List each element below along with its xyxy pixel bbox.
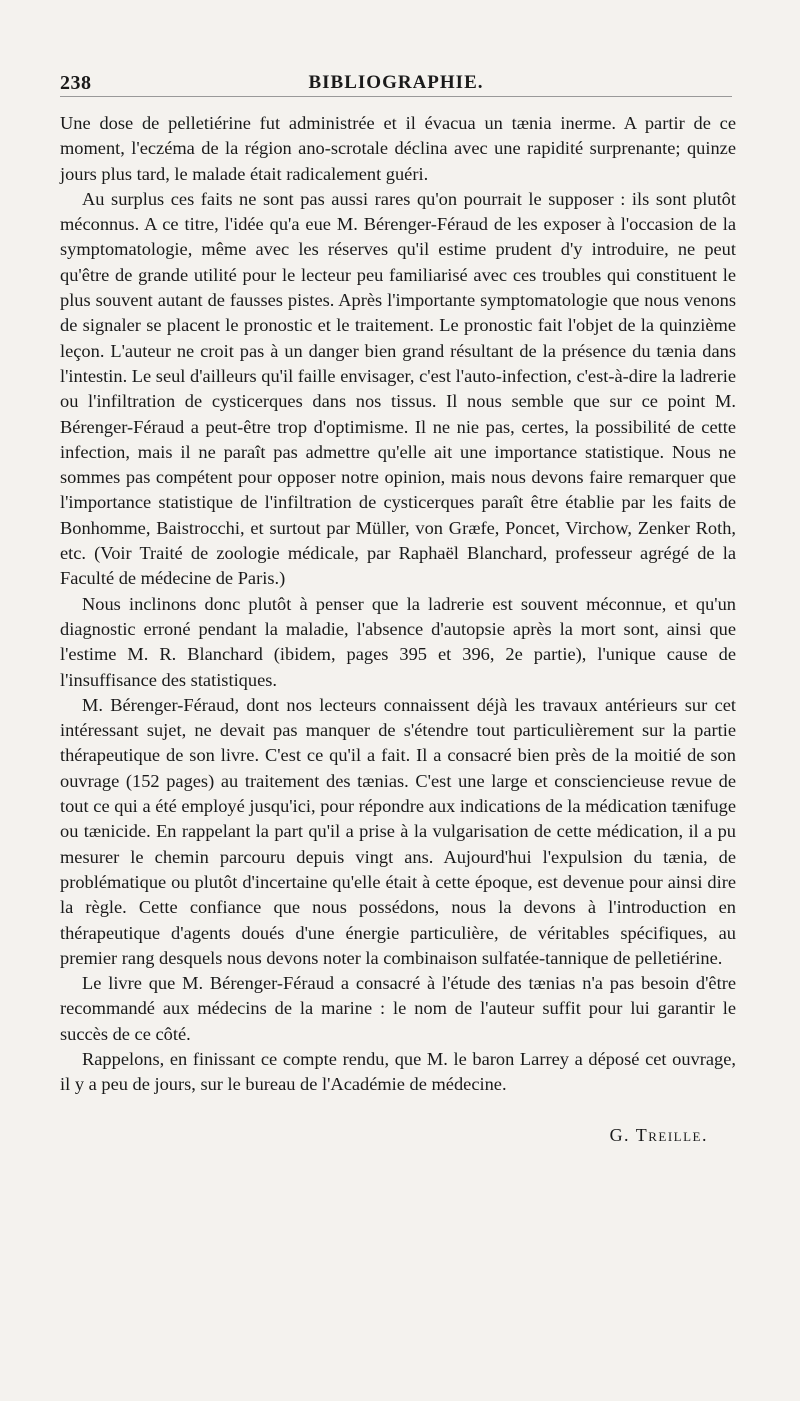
running-head: BIBLIOGRAPHIE. xyxy=(308,72,484,93)
author-signature: G. Treille. xyxy=(609,1125,708,1145)
paragraph: Une dose de pelletiérine fut administrée et il évacua un tænia inerme. A partir de ce moment, l'eczéma de la région ano-scrotale déclina avec une rapidité surprenante; quinze jours plus tard, le malade était radicalement guéri. xyxy=(60,113,736,184)
body-text xyxy=(60,111,736,1098)
page-number: 238 xyxy=(60,72,92,94)
paragraph: Au surplus ces faits ne sont pas aussi rares qu'on pourrait le supposer : ils sont plutôt méconnus. A ce titre, l'idée qu'a eue M. Bérenger-Féraud de les exposer à l'occasion de la symptomatologie, même avec les réserves qu'il estime prudent d'y introduire, ne peut qu'être de grande utilité pour le lecteur peu familiarisé avec ces troubles qui constituent le plus souvent autant de fausses pistes. Après l'importante symptomatologie que nous venons de signaler se placent le pronostic et le traitement. Le pronostic fait l'objet de la quinzième leçon. L'auteur ne croit pas à un danger bien grand résultant de la présence du tænia dans l'intestin. Le seul d'ailleurs qu'il faille envisager, c'est l'auto-infection, c'est-à-dire la ladrerie ou l'infiltration de cysticerques dans nos tissus. Il nous semble que sur ce point M. Bérenger-Féraud a peut-être trop d'optimisme. Il ne nie pas, certes, la possibilité de cette infection, mais il ne paraît pas admettre qu'elle ait une importance statistique. Nous ne sommes pas compétent pour opposer notre opinion, mais nous devons faire remarquer que l'importance statistique de l'infiltration de cysticerques paraît être établie par les faits de Bonhomme, Baistrocchi, et surtout par Müller, von Græfe, Poncet, Virchow, Zenker Roth, etc. (Voir Traité de zoologie médicale, par Raphaël Blanchard, professeur agrégé de la Faculté de médecine de Paris.) xyxy=(60,188,736,589)
page-header xyxy=(60,72,732,97)
paragraph: Le livre que M. Bérenger-Féraud a consacré à l'étude des tænias n'a pas besoin d'être recommandé aux médecins de la marine : le nom de l'auteur suffit pour lui garantir le succès de ce côté. xyxy=(60,973,736,1044)
paragraph: Rappelons, en finissant ce compte rendu, que M. le baron Larrey a déposé cet ouvrage, il y a peu de jours, sur le bureau de l'Académie de médecine. xyxy=(60,1048,736,1095)
paragraph: Nous inclinons donc plutôt à penser que la ladrerie est souvent méconnue, et qu'un diagnostic erroné pendant la maladie, l'absence d'autopsie après la mort sont, ainsi que l'estime M. R. Blanchard (ibidem, pages 395 et 396, 2e partie), l'unique cause de l'insuffisance des statistiques. xyxy=(60,593,736,690)
paragraph: M. Bérenger-Féraud, dont nos lecteurs connaissent déjà les travaux antérieurs sur cet intéressant sujet, ne devait pas manquer de s'étendre tout particulièrement sur la partie thérapeutique de son livre. C'est ce qu'il a fait. Il a consacré bien près de la moitié de son ouvrage (152 pages) au traitement des tænias. C'est une large et consciencieuse revue de tout ce qui a été employé jusqu'ici, pour répondre aux indications de la médication tænifuge ou tænicide. En rappelant la part qu'il a prise à la vulgarisation de cette médication, il a pu mesurer le chemin parcouru depuis vingt ans. Aujourd'hui l'expulsion du tænia, de problématique ou plutôt d'incertaine qu'elle était à cette époque, est devenue pour ainsi dire la règle. Cette confiance que nous possédons, nous la devons à l'introduction en thérapeutique d'agents doués d'une énergie particulière, de véritables spécifiques, au premier rang desquels nous devons noter la combinaison sulfatée-tannique de pelletiérine. xyxy=(60,694,736,968)
